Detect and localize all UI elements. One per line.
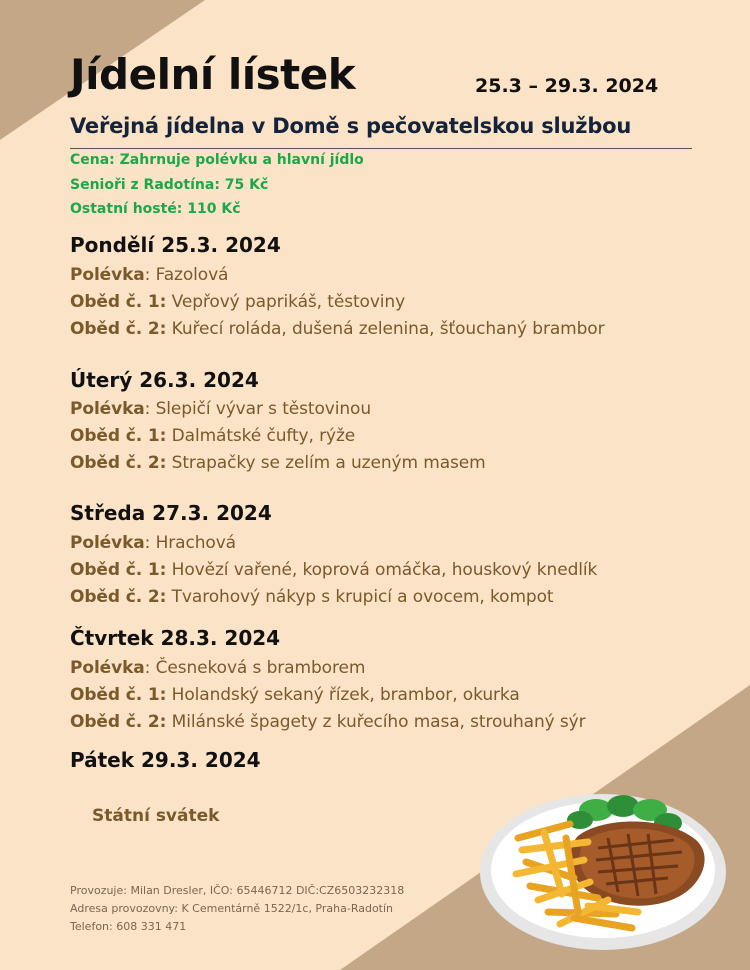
- day-heading-friday: Pátek 29.3. 2024: [70, 748, 261, 772]
- meal2-line-wednesday: Oběd č. 2: Tvarohový nákyp s krupicí a ovocem, kompot: [70, 587, 554, 607]
- holiday-note: Státní svátek: [92, 806, 220, 826]
- meal1-line-wednesday: Oběd č. 1: Hovězí vařené, koprová omáčka, houskový knedlík: [70, 560, 598, 580]
- day-heading-thursday: Čtvrtek 28.3. 2024: [70, 626, 281, 650]
- page-title: Jídelní lístek: [70, 50, 356, 99]
- food-plate-illustration: [478, 788, 728, 954]
- week-dates: 25.3 – 29.3. 2024: [475, 75, 659, 97]
- soup-line-tuesday: Polévka: Slepičí vývar s těstovinou: [70, 399, 371, 419]
- footer-address: Adresa provozovny: K Cementárně 1522/1c, Praha-Radotín: [70, 902, 394, 915]
- meal2-line-monday: Oběd č. 2: Kuřecí roláda, dušená zelenina, šťouchaný brambor: [70, 319, 605, 339]
- soup-line-wednesday: Polévka: Hrachová: [70, 533, 236, 553]
- meal2-line-thursday: Oběd č. 2: Milánské špagety z kuřecího masa, strouhaný sýr: [70, 712, 586, 732]
- meal1-line-thursday: Oběd č. 1: Holandský sekaný řízek, brambor, okurka: [70, 685, 520, 705]
- footer-operator: Provozuje: Milan Dresler, IČO: 65446712 DIČ:CZ6503232318: [70, 884, 405, 897]
- meal2-line-tuesday: Oběd č. 2: Strapačky se zelím a uzeným masem: [70, 453, 486, 473]
- soup-line-monday: Polévka: Fazolová: [70, 265, 229, 285]
- price-seniors: Senioři z Radotína: 75 Kč: [70, 177, 269, 193]
- day-heading-wednesday: Středa 27.3. 2024: [70, 501, 272, 525]
- meal1-line-monday: Oběd č. 1: Vepřový paprikáš, těstoviny: [70, 292, 406, 312]
- divider: [70, 148, 692, 149]
- page-subtitle: Veřejná jídelna v Domě s pečovatelskou službou: [70, 114, 632, 138]
- soup-line-thursday: Polévka: Česneková s bramborem: [70, 658, 366, 678]
- footer-phone: Telefon: 608 331 471: [70, 920, 187, 933]
- price-guests: Ostatní hosté: 110 Kč: [70, 201, 241, 217]
- meal1-line-tuesday: Oběd č. 1: Dalmátské čufty, rýže: [70, 426, 356, 446]
- price-info: Cena: Zahrnuje polévku a hlavní jídlo: [70, 152, 364, 168]
- day-heading-tuesday: Úterý 26.3. 2024: [70, 368, 259, 392]
- day-heading-monday: Pondělí 25.3. 2024: [70, 233, 281, 257]
